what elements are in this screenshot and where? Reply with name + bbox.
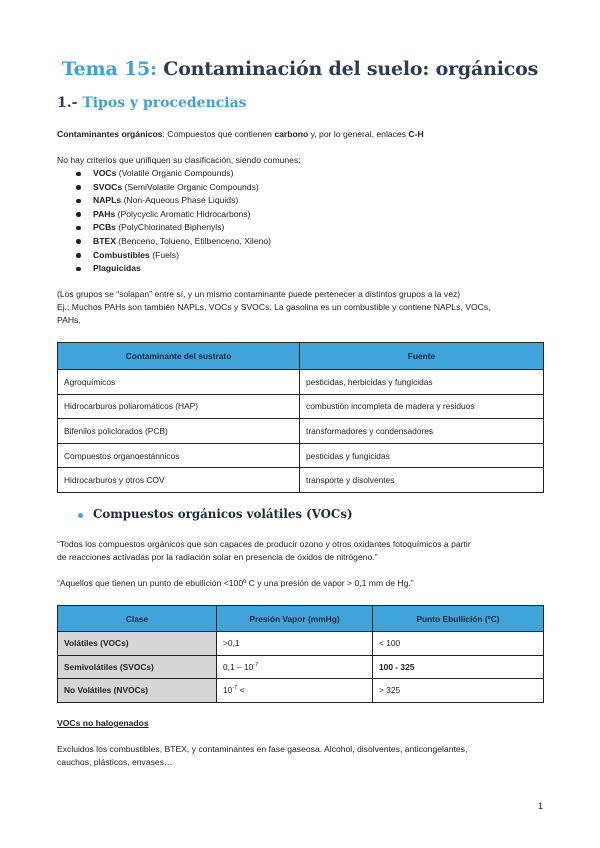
definition-text: : Compuestos que contienen	[162, 129, 275, 139]
bullet-icon	[76, 226, 81, 231]
table-cell-class: Semivolátiles (SVOCs)	[58, 655, 217, 679]
table-cell: Compuestos organoestánnicos	[58, 443, 300, 468]
bullet-icon	[76, 239, 81, 244]
table-row	[58, 443, 544, 468]
list-item-desc: (PolyChlorinated Biphenyls)	[115, 222, 225, 233]
voc-quote: “Todos los compuestos orgánicos que son capaces de producir ozono y otros oxidantes fotoquímicos a partir	[57, 539, 471, 549]
table-cell: Agroquímicos	[58, 370, 300, 395]
bullet-icon	[76, 253, 81, 258]
pressure-value: >0,1	[223, 638, 240, 649]
voc-heading	[75, 507, 353, 521]
list-item-term: VOCs	[93, 168, 117, 178]
table-header: Contaminante del sustrato	[58, 343, 300, 370]
document-title	[0, 58, 600, 80]
table-row	[58, 679, 544, 703]
table-cell: Bifenilos policlorados (PCB)	[58, 419, 300, 444]
list-item	[57, 249, 271, 263]
section-heading	[57, 95, 247, 111]
source-table	[57, 342, 544, 493]
table-cell: pesticidas, herbicidas y fungicidas	[300, 370, 544, 395]
section-number: 1.-	[57, 95, 78, 111]
table-cell-pressure	[217, 679, 373, 703]
list-item-term: PAHs	[93, 208, 116, 219]
pressure-exponent: -7	[232, 685, 238, 692]
list-item-desc: (Volatile Organic Compounds)	[116, 168, 234, 178]
definition-term: Contaminantes orgánicos	[57, 129, 163, 139]
bullet-icon	[76, 267, 81, 272]
table-cell-pressure	[217, 632, 373, 656]
voc-quote: “Aquellos que tienen un punto de ebullición <100º C y una presión de vapor > 0,1 mm de Hg.”	[57, 578, 414, 588]
bullet-icon	[76, 212, 81, 217]
definition-paragraph	[57, 128, 424, 141]
page-number: 1	[537, 801, 543, 811]
list-item	[57, 167, 271, 181]
table-cell-boiling: 100 - 325	[373, 655, 544, 679]
bullet-icon	[76, 185, 81, 190]
table-row	[58, 419, 544, 444]
table-header: Punto Ebullición (ºC)	[373, 606, 544, 632]
table-row	[58, 655, 544, 679]
table-cell-pressure	[217, 655, 373, 679]
table-header: Fuente	[300, 343, 544, 370]
group-list	[57, 167, 271, 276]
table-row	[58, 394, 544, 419]
subsection-heading: VOCs no halogenados	[57, 718, 149, 728]
list-item-desc: (Fuels)	[149, 249, 179, 260]
table-row	[58, 468, 544, 493]
definition-text: y, por lo general, enlaces	[308, 129, 409, 139]
pressure-suffix: <	[237, 685, 245, 696]
list-item	[57, 221, 271, 235]
table-cell-boiling: > 325	[373, 679, 544, 703]
definition-bold: carbono	[274, 129, 309, 139]
table-cell: Hidrocarburos poliaromáticos (HAP)	[58, 394, 300, 419]
table-row	[58, 632, 544, 656]
voc-class-table	[57, 605, 544, 703]
table-cell: Hidrocarburos y otros COV	[58, 468, 300, 493]
table-cell-class: Volátiles (VOCs)	[58, 632, 217, 656]
list-item-term: Combustibles	[93, 249, 150, 260]
list-item	[57, 194, 271, 208]
list-item-term: BTEX	[93, 235, 116, 246]
table-header: Presión Vapor (mmHg)	[217, 606, 373, 632]
section-title: Tipos y procedencias	[82, 95, 247, 111]
list-item-desc: (Benceno, Tolueno, Etilbenceno, Xileno)	[115, 235, 272, 246]
list-item-term: Plaguicidas	[93, 263, 141, 274]
pressure-exponent: -7	[253, 661, 259, 668]
list-item-term: SVOCs	[93, 181, 123, 192]
table-cell: pesticidas y fungicidas	[300, 443, 544, 468]
bullet-icon	[76, 199, 81, 204]
table-cell: transporte y disolventes	[300, 468, 544, 493]
list-item-desc: (Polycyclic Aromatic Hidrocarbons)	[115, 208, 251, 219]
nonhalo-paragraph: cauchos, plásticos, envases…	[57, 757, 173, 767]
intro-paragraph: No hay criterios que unifiquen su clasificación, siendo comunes:	[57, 155, 301, 165]
example-line: Ej.: Muchos PAHs son también NAPLs, VOCs y SVOCs. La gasolina es un combustible y contiene NAPLs, VOCs,	[57, 302, 491, 312]
table-header: Clase	[58, 606, 217, 632]
table-cell: combustión incompleta de madera y residuos	[300, 394, 544, 419]
list-item-term: NAPLs	[93, 195, 122, 206]
pressure-value: 0,1 – 10	[223, 661, 254, 672]
list-item	[57, 262, 271, 276]
list-item-desc: (Non-Aqueous Phase Liquids)	[121, 195, 239, 206]
definition-bold: C-H	[408, 129, 424, 139]
pressure-value: 10	[223, 685, 233, 696]
table-cell-class: No Volátiles (NVOCs)	[58, 679, 217, 703]
table-cell-boiling: < 100	[373, 632, 544, 656]
nonhalo-paragraph: Excluidos los combustibles, BTEX, y contaminantes en fase gaseosa. Alcohol, disolventes, anticongelantes,	[57, 744, 468, 754]
voc-quote: de reacciones activadas por la radiación solar en presencia de óxidos de nitrógeno.”	[57, 552, 378, 562]
example-line: PAHs.	[57, 315, 81, 325]
list-item	[57, 181, 271, 195]
list-item-term: PCBs	[93, 222, 116, 233]
bullet-icon	[76, 172, 81, 177]
table-row	[58, 370, 544, 395]
table-cell: transformadores y condensadores	[300, 419, 544, 444]
title-lead: Tema 15:	[61, 58, 157, 80]
voc-heading-text: Compuestos orgánicos volátiles (VOCs)	[93, 507, 353, 521]
overlap-note: (Los grupos se “solapan” entre sí, y un mismo contaminante puede pertenecer a distintos grupos a la vez)	[57, 289, 461, 299]
list-item-desc: (SemiVolatile Organic Compounds)	[122, 181, 259, 192]
title-text: Contaminación del suelo: orgánicos	[163, 58, 539, 80]
list-item	[57, 235, 271, 249]
list-item	[57, 208, 271, 222]
